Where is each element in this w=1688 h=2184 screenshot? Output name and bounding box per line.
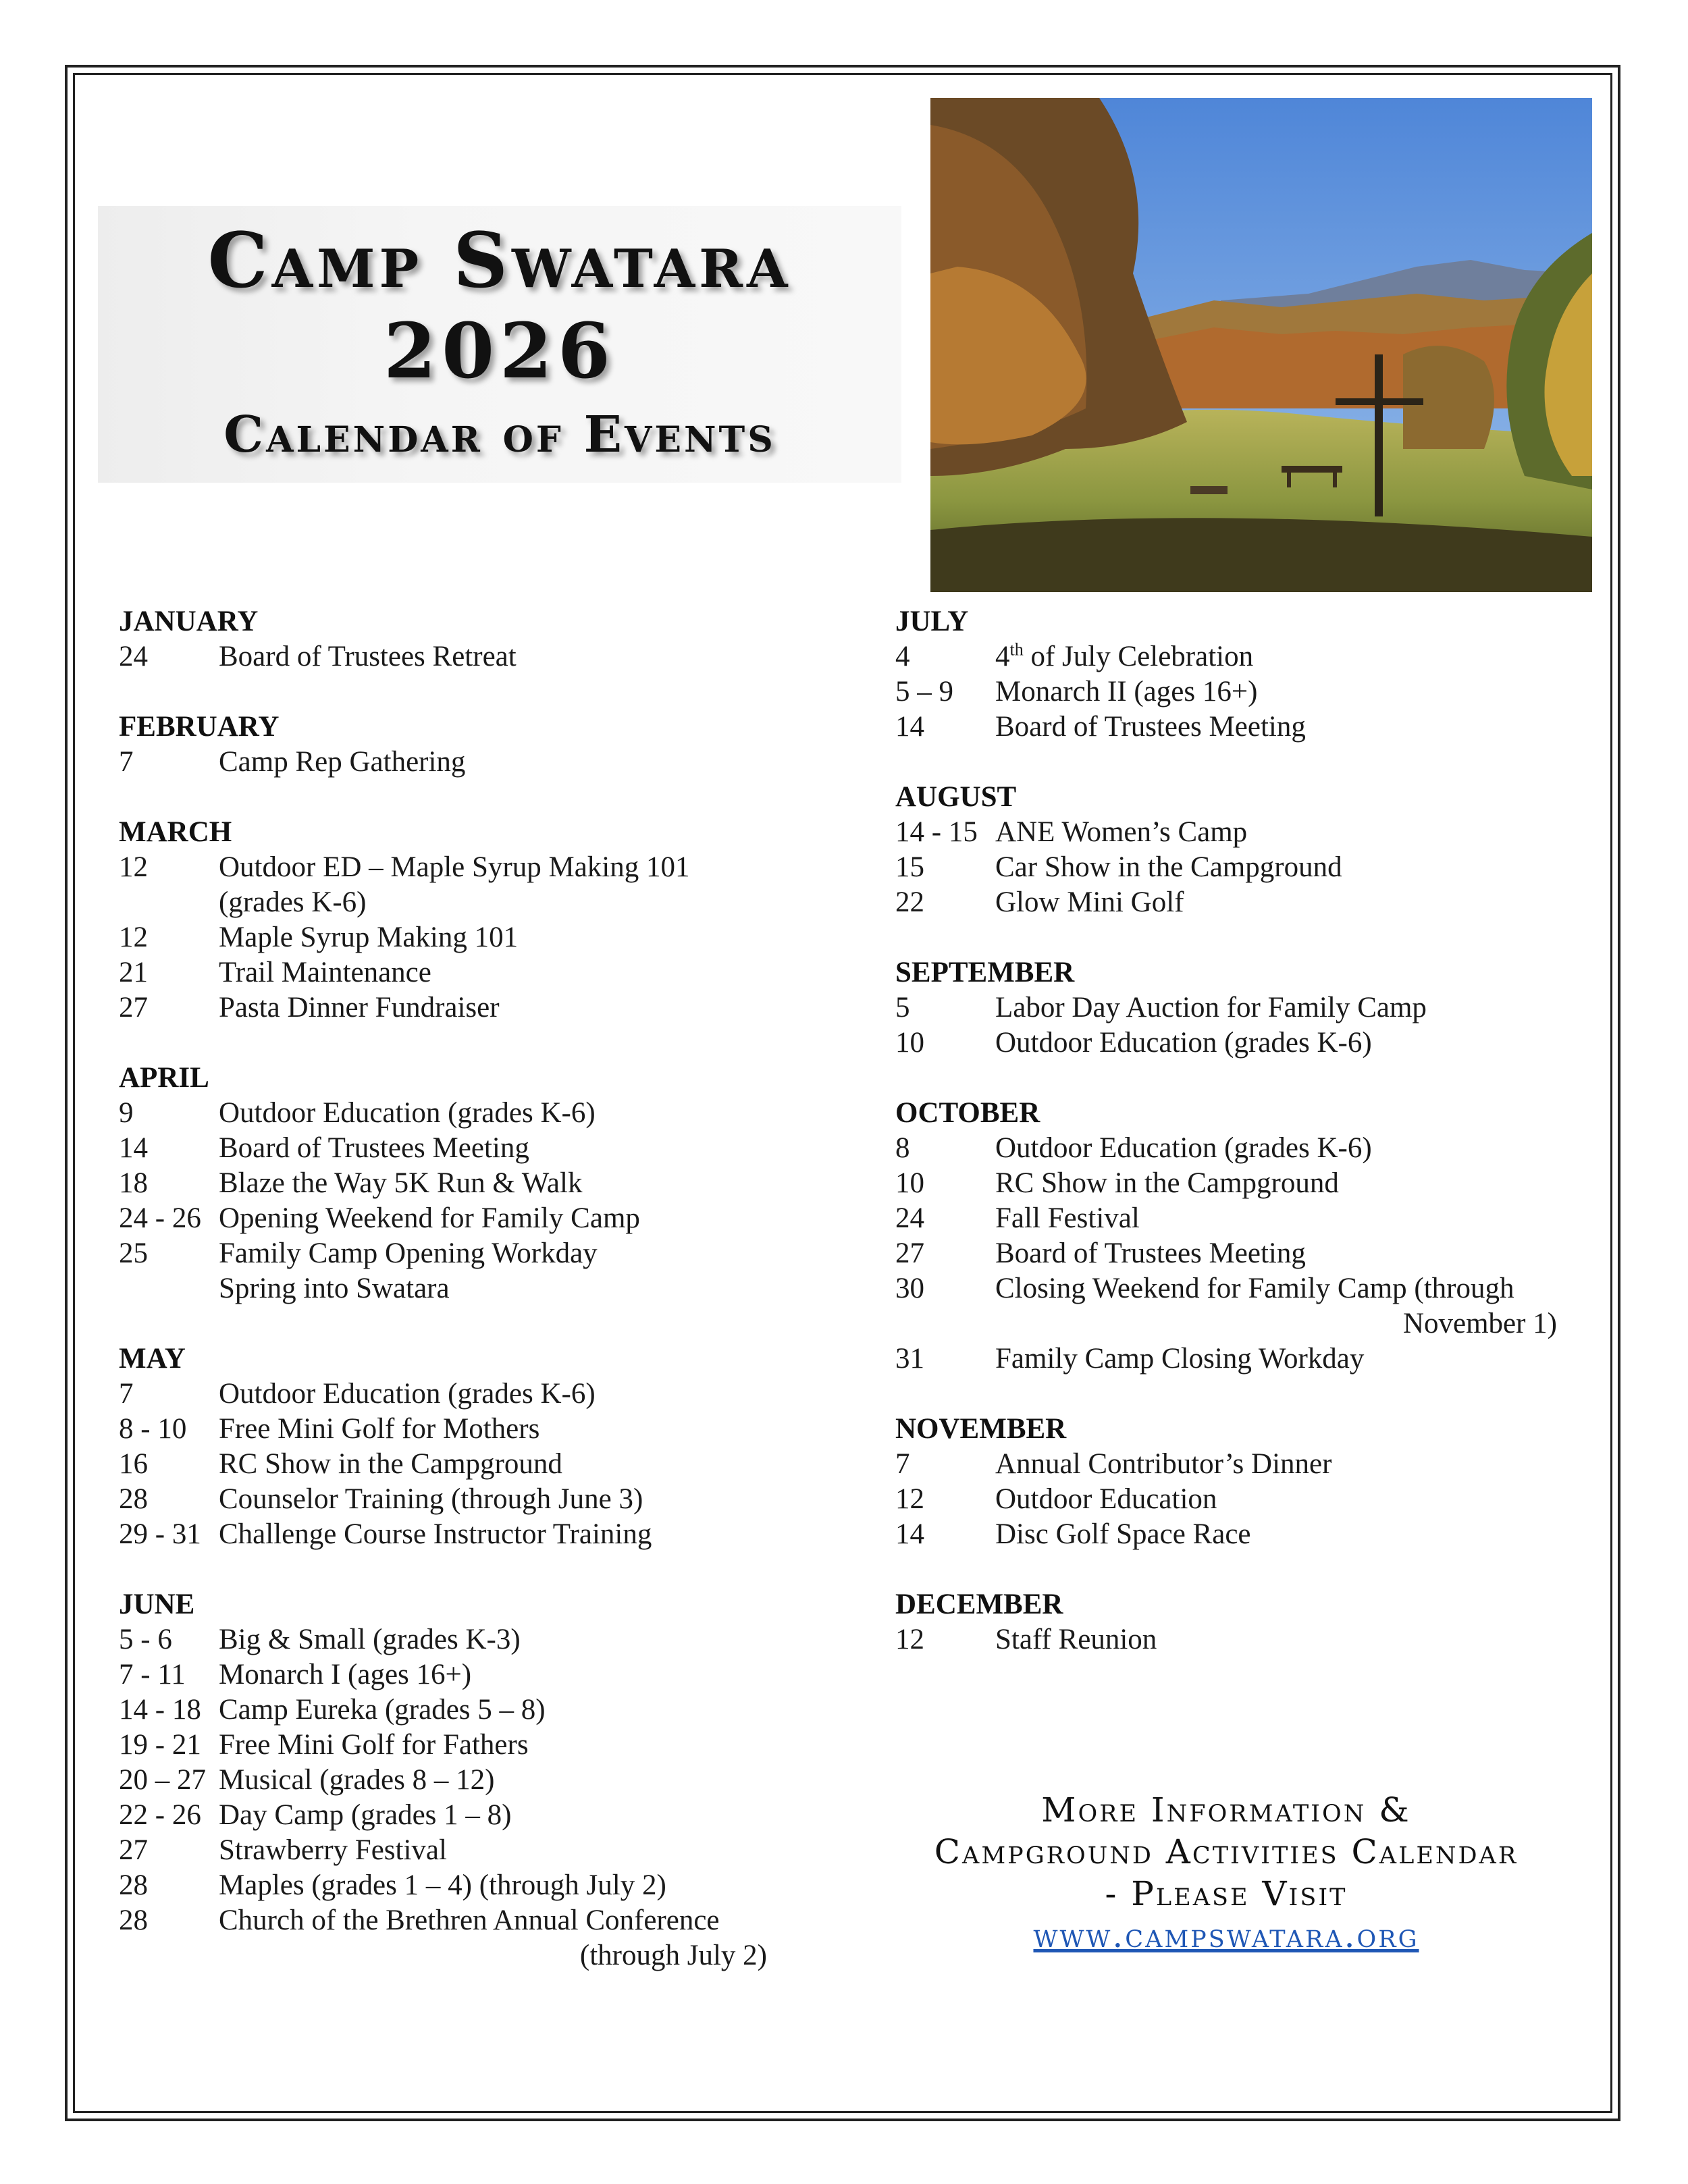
- event-title: ANE Women’s Camp: [995, 816, 1248, 848]
- event-row: [119, 1903, 767, 1938]
- event-row: [119, 1728, 767, 1763]
- month-march: [119, 815, 767, 1026]
- event-row: [119, 1517, 767, 1552]
- website-link[interactable]: www.campswatara.org: [1033, 1916, 1419, 1955]
- event-title: Annual Contributor’s Dinner: [995, 1448, 1332, 1480]
- event-title: Outdoor Education (grades K-6): [219, 1097, 596, 1129]
- event-title: Closing Weekend for Family Camp (through: [995, 1273, 1514, 1304]
- event-title: Board of Trustees Meeting: [995, 1237, 1306, 1269]
- event-date: 4: [895, 641, 910, 672]
- event-row: [119, 1763, 767, 1798]
- event-date: 8: [895, 1132, 910, 1164]
- title-subtitle: Calendar of Events: [223, 406, 776, 464]
- event-title: Big & Small (grades K-3): [219, 1624, 521, 1655]
- event-row: [119, 1798, 767, 1833]
- event-continuation: (grades K-6): [219, 886, 367, 918]
- event-row: [119, 1447, 767, 1482]
- month-heading: SEPTEMBER: [895, 957, 1075, 988]
- event-row: [119, 1868, 767, 1903]
- event-row: [895, 990, 1557, 1026]
- month-heading: JANUARY: [119, 606, 259, 637]
- event-title: Trail Maintenance: [219, 957, 431, 988]
- event-row: [119, 1166, 767, 1201]
- event-date: 12: [119, 851, 148, 883]
- month-heading: JUNE: [119, 1589, 195, 1620]
- event-date: 14: [895, 711, 924, 743]
- event-continuation: Spring into Swatara: [219, 1273, 450, 1304]
- month-heading: JULY: [895, 606, 969, 637]
- event-date: 12: [119, 922, 148, 953]
- event-date: 9: [119, 1097, 134, 1129]
- event-row: [119, 990, 767, 1026]
- event-title: RC Show in the Campground: [219, 1448, 562, 1480]
- event-title: Outdoor Education (grades K-6): [219, 1378, 596, 1410]
- event-row: [119, 955, 767, 990]
- event-title: Board of Trustees Meeting: [995, 711, 1306, 743]
- event-row: [895, 674, 1557, 710]
- event-row: [119, 1657, 767, 1693]
- event-date: 21: [119, 957, 148, 988]
- event-date: 27: [119, 1834, 148, 1866]
- event-date: 22: [895, 886, 924, 918]
- event-row: [895, 1341, 1557, 1377]
- event-date: 14: [119, 1132, 148, 1164]
- event-date: 5: [895, 992, 910, 1023]
- event-date: 27: [119, 992, 148, 1023]
- event-row: [119, 1693, 767, 1728]
- month-october: [895, 1096, 1557, 1377]
- calendar-column-left: [119, 604, 767, 2008]
- event-date: 14 - 15: [895, 816, 978, 848]
- event-title: Pasta Dinner Fundraiser: [219, 992, 500, 1023]
- event-row: [895, 1201, 1557, 1236]
- event-row: [119, 1377, 767, 1412]
- event-row: [119, 850, 767, 885]
- month-november: [895, 1412, 1557, 1552]
- month-heading: NOVEMBER: [895, 1413, 1067, 1445]
- event-title: Glow Mini Golf: [995, 886, 1184, 918]
- event-title: Car Show in the Campground: [995, 851, 1342, 883]
- event-row: [895, 850, 1557, 885]
- month-heading: APRIL: [119, 1062, 209, 1094]
- month-april: [119, 1061, 767, 1306]
- event-date: 31: [895, 1343, 924, 1375]
- month-february: [119, 710, 767, 780]
- event-date: 19 - 21: [119, 1729, 201, 1761]
- month-heading: MAY: [119, 1343, 186, 1375]
- event-title: Staff Reunion: [995, 1624, 1157, 1655]
- event-title: Opening Weekend for Family Camp: [219, 1202, 640, 1234]
- event-title: Blaze the Way 5K Run & Walk: [219, 1167, 583, 1199]
- event-date: 24: [895, 1202, 924, 1234]
- event-row: [895, 639, 1557, 674]
- info-line-1: More Information &: [1041, 1790, 1411, 1830]
- event-date: 7: [895, 1448, 910, 1480]
- event-row: [119, 1833, 767, 1868]
- event-row: [895, 710, 1557, 745]
- month-heading: FEBRUARY: [119, 711, 280, 743]
- event-title: Free Mini Golf for Mothers: [219, 1413, 540, 1445]
- event-title: Board of Trustees Meeting: [219, 1132, 529, 1164]
- event-date: 18: [119, 1167, 148, 1199]
- event-date: 7: [119, 1378, 134, 1410]
- event-row: [119, 1201, 767, 1236]
- month-june: [119, 1587, 767, 1973]
- event-title: Maples (grades 1 – 4) (through July 2): [219, 1869, 666, 1901]
- event-title: Strawberry Festival: [219, 1834, 447, 1866]
- event-date: 12: [895, 1483, 924, 1515]
- event-row: [895, 815, 1557, 850]
- event-row: [895, 1131, 1557, 1166]
- event-title: Family Camp Opening Workday: [219, 1237, 598, 1269]
- event-continuation: (through July 2): [579, 1940, 767, 1971]
- event-date: 24: [119, 641, 148, 672]
- event-row: [895, 1166, 1557, 1201]
- event-date: 14 - 18: [119, 1694, 201, 1726]
- event-date: 29 - 31: [119, 1518, 201, 1550]
- event-title-ordinal: th: [1009, 639, 1024, 660]
- event-date: 10: [895, 1027, 924, 1059]
- month-may: [119, 1341, 767, 1552]
- event-title-rest: of July Celebration: [1023, 641, 1254, 672]
- event-row: [895, 1271, 1557, 1306]
- month-january: [119, 604, 767, 674]
- event-date: 8 - 10: [119, 1413, 187, 1445]
- event-row: [119, 639, 767, 674]
- event-title: Church of the Brethren Annual Conference: [219, 1905, 720, 1936]
- event-title: Family Camp Closing Workday: [995, 1343, 1365, 1375]
- month-july: [895, 604, 1557, 745]
- event-row: [119, 1131, 767, 1166]
- event-title: Board of Trustees Retreat: [219, 641, 517, 672]
- event-row: [119, 1482, 767, 1517]
- title-year: 2026: [384, 307, 616, 396]
- event-date: 28: [119, 1905, 148, 1936]
- event-row: [119, 1236, 767, 1271]
- event-title: Maple Syrup Making 101: [219, 922, 519, 953]
- info-line-3: - Please Visit: [1105, 1874, 1348, 1913]
- event-row: [895, 1447, 1557, 1482]
- month-december: [895, 1587, 1557, 1657]
- event-title: Camp Rep Gathering: [219, 746, 466, 778]
- more-info-block: [895, 1789, 1557, 1956]
- event-row: [895, 1622, 1557, 1657]
- event-title: [995, 639, 1557, 674]
- event-continuation: November 1): [1402, 1308, 1557, 1339]
- event-title: Labor Day Auction for Family Camp: [995, 992, 1427, 1023]
- event-date: 7: [119, 746, 134, 778]
- event-row: [895, 885, 1557, 920]
- month-heading: MARCH: [119, 816, 232, 848]
- event-row: [119, 1412, 767, 1447]
- event-date: 22 - 26: [119, 1799, 201, 1831]
- event-date: 16: [119, 1448, 148, 1480]
- event-row: [119, 920, 767, 955]
- event-row: [895, 1026, 1557, 1061]
- event-date: 30: [895, 1273, 924, 1304]
- title-banner: [98, 206, 901, 483]
- event-title-number: 4: [995, 641, 1010, 672]
- event-title: Outdoor ED – Maple Syrup Making 101: [219, 851, 690, 883]
- event-date: 12: [895, 1624, 924, 1655]
- event-date: 5 – 9: [895, 676, 953, 708]
- event-date: 27: [895, 1237, 924, 1269]
- event-title: Monarch I (ages 16+): [219, 1659, 472, 1690]
- month-heading: AUGUST: [895, 781, 1017, 813]
- event-date: 25: [119, 1237, 148, 1269]
- event-date: 10: [895, 1167, 924, 1199]
- event-title: Fall Festival: [995, 1202, 1140, 1234]
- event-title: RC Show in the Campground: [995, 1167, 1339, 1199]
- title-camp-name: Camp Swatara: [207, 217, 792, 305]
- month-heading: OCTOBER: [895, 1097, 1040, 1129]
- event-date: 7 - 11: [119, 1659, 186, 1690]
- event-title: Musical (grades 8 – 12): [219, 1764, 495, 1796]
- event-date: 15: [895, 851, 924, 883]
- month-heading: DECEMBER: [895, 1589, 1063, 1620]
- event-title: Outdoor Education (grades K-6): [995, 1027, 1372, 1059]
- month-september: [895, 955, 1557, 1061]
- event-title: Monarch II (ages 16+): [995, 676, 1258, 708]
- landscape-photo: [930, 98, 1592, 592]
- event-title: Outdoor Education (grades K-6): [995, 1132, 1372, 1164]
- event-date: 28: [119, 1869, 148, 1901]
- month-august: [895, 780, 1557, 920]
- event-title: Camp Eureka (grades 5 – 8): [219, 1694, 546, 1726]
- event-date: 24 - 26: [119, 1202, 201, 1234]
- event-title: Disc Golf Space Race: [995, 1518, 1251, 1550]
- event-title: Challenge Course Instructor Training: [219, 1518, 652, 1550]
- event-date: 5 - 6: [119, 1624, 172, 1655]
- event-row: [895, 1482, 1557, 1517]
- info-line-2: Campground Activities Calendar: [934, 1832, 1519, 1871]
- event-date: 28: [119, 1483, 148, 1515]
- event-title: Counselor Training (through June 3): [219, 1483, 643, 1515]
- event-row: [119, 745, 767, 780]
- event-date: 14: [895, 1518, 924, 1550]
- event-title: Day Camp (grades 1 – 8): [219, 1799, 512, 1831]
- event-row: [119, 1622, 767, 1657]
- event-row: [895, 1236, 1557, 1271]
- event-date: 20 – 27: [119, 1764, 206, 1796]
- event-row: [119, 1096, 767, 1131]
- event-row: [895, 1517, 1557, 1552]
- event-title: Free Mini Golf for Fathers: [219, 1729, 529, 1761]
- event-title: Outdoor Education: [995, 1483, 1217, 1515]
- calendar-column-right: [895, 604, 1557, 1693]
